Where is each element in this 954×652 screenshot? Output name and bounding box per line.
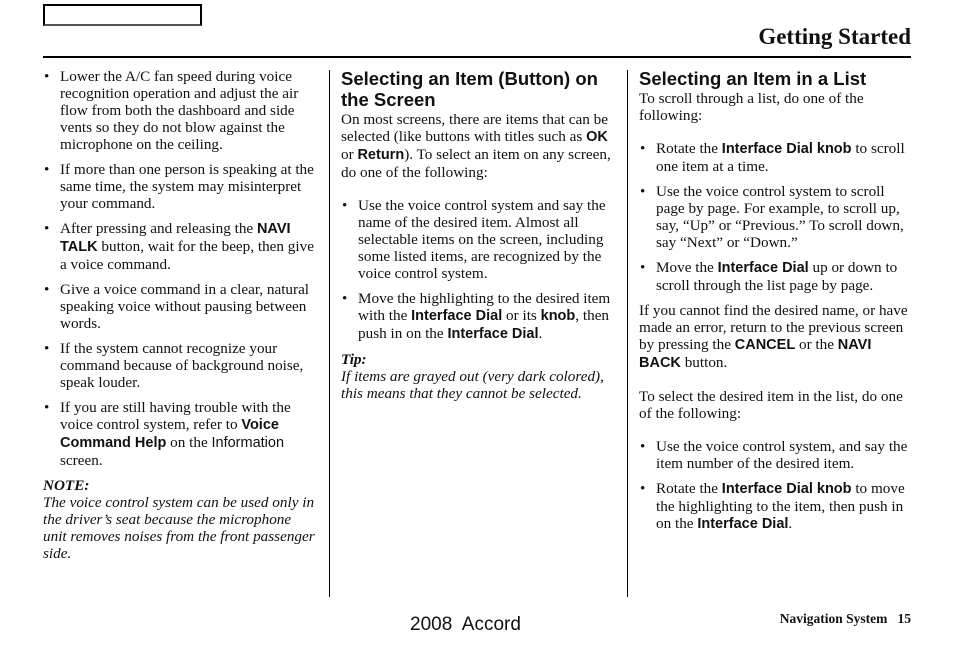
bold-term: Interface Dial xyxy=(697,516,789,532)
text-run: Give a voice command in a clear, natural speaking voice without pausing between words. xyxy=(60,281,310,332)
page-title: Getting Started xyxy=(758,24,911,49)
text-run: Move the highlighting to the desired item with the xyxy=(358,290,611,324)
text-run: Use the voice control system and say the name of the desired item. Almost all selectable items on the screen, including some listed items, are recognized by the voice control system. xyxy=(358,197,606,282)
bullet-item xyxy=(43,161,315,212)
column-2 xyxy=(341,68,613,418)
column-3 xyxy=(639,68,914,541)
bullet-item xyxy=(639,183,914,251)
paragraph xyxy=(639,90,914,124)
text-run: To scroll through a list, do one of the following: xyxy=(639,90,864,124)
section-heading xyxy=(341,68,613,110)
paragraph xyxy=(639,388,914,422)
text-run: On most screens, there are items that can be selected (like buttons with titles such as xyxy=(341,111,608,145)
text-run: , then push in on the xyxy=(358,307,610,342)
bold-term: Interface Dial xyxy=(447,326,539,342)
text-run: Information xyxy=(211,435,285,451)
header-tab-box xyxy=(43,4,202,26)
text-run: The voice control system can be used only in the driver’s seat because the microphone unit removes noises from the front passenger side. xyxy=(43,494,315,562)
text-run: Use the voice control system, and say the item number of the desired item. xyxy=(656,438,908,472)
text-run: or xyxy=(341,146,358,163)
text-run: to scroll one item at a time. xyxy=(656,140,905,175)
paragraph xyxy=(639,302,914,372)
text-run: on the xyxy=(166,434,212,451)
text-run: To select the desired item in the list, do one of the following: xyxy=(639,388,903,422)
text-run: Rotate the xyxy=(656,140,722,157)
text-run: If you cannot find the desired name, or have made an error, return to the previous screen by pressing the xyxy=(639,302,908,353)
column-1 xyxy=(43,68,315,578)
text-run: Selecting an Item (Button) on the Screen xyxy=(341,68,598,110)
text-run: If you are still having trouble with the voice control system, refer to xyxy=(60,399,291,433)
bullet-item xyxy=(43,340,315,391)
text-run: If items are grayed out (very dark colored), this means that they cannot be selected. xyxy=(341,368,604,402)
bold-term: NAVI BACK xyxy=(639,337,872,371)
bold-term: Return xyxy=(357,147,405,163)
text-run: After pressing and releasing the xyxy=(60,220,257,237)
footer-model: 2008 Accord xyxy=(410,614,521,635)
bold-term: NAVI TALK xyxy=(60,221,291,255)
note-text xyxy=(43,494,315,562)
column-divider xyxy=(627,70,628,597)
text-run: button. xyxy=(680,354,728,371)
header-rule xyxy=(43,56,911,58)
text-run: . xyxy=(538,325,543,342)
bullet-item xyxy=(639,480,914,533)
bold-term: OK xyxy=(586,129,608,145)
text-run: Use the voice control system to scroll page by page. For example, to scroll up, say, “Up” or “Previous.” To scroll down, say “Next” or “Down.” xyxy=(656,183,904,251)
text-run: Lower the A/C fan speed during voice recognition operation and adjust the air flow from both the dashboard and side vents so they do not blow against the microphone on the ceiling. xyxy=(60,68,299,153)
footer-section-name: Navigation System xyxy=(779,611,888,626)
section-heading xyxy=(639,68,914,89)
bold-term: Interface Dial xyxy=(717,260,809,276)
note-text xyxy=(341,368,613,402)
bold-term: CANCEL xyxy=(734,337,796,353)
bullet-item xyxy=(43,68,315,153)
text-run: or its xyxy=(502,307,541,324)
bullet-item xyxy=(639,140,914,175)
text-run: Rotate the xyxy=(656,480,722,497)
note-label xyxy=(341,351,613,368)
text-run: or the xyxy=(795,336,838,353)
note-label xyxy=(43,477,315,494)
text-run: If the system cannot recognize your command because of background noise, speak louder. xyxy=(60,340,304,391)
footer-section xyxy=(780,611,911,627)
bold-term: Voice Command Help xyxy=(60,417,279,451)
text-run: Selecting an Item in a List xyxy=(639,68,867,89)
text-run: screen. xyxy=(60,452,103,469)
text-run: Tip: xyxy=(341,351,367,368)
page-number: 15 xyxy=(897,611,911,626)
bullet-item xyxy=(43,220,315,273)
text-run: button, wait for the beep, then give a voice command. xyxy=(60,238,314,273)
bold-term: Interface Dial knob xyxy=(721,141,852,157)
text-run: to move the highlighting to the item, then push in on the xyxy=(656,480,905,532)
bullet-item xyxy=(43,399,315,469)
bullet-item xyxy=(639,259,914,294)
text-run: Move the xyxy=(656,259,718,276)
text-run: . xyxy=(788,515,793,532)
bullet-item xyxy=(639,438,914,472)
text-run: ). To select an item on any screen, do one of the following: xyxy=(341,146,611,181)
bullet-item xyxy=(341,197,613,282)
text-run: If more than one person is speaking at the same time, the system may misinterpret your command. xyxy=(60,161,314,212)
paragraph xyxy=(341,111,613,181)
column-divider xyxy=(329,70,330,597)
bold-term: Interface Dial knob xyxy=(721,481,852,497)
bold-term: Interface Dial xyxy=(411,308,503,324)
bullet-item xyxy=(341,290,613,343)
bold-term: knob xyxy=(540,308,576,324)
text-run: NOTE: xyxy=(43,477,90,494)
text-run: up or down to scroll through the list page by page. xyxy=(656,259,898,294)
bullet-item xyxy=(43,281,315,332)
